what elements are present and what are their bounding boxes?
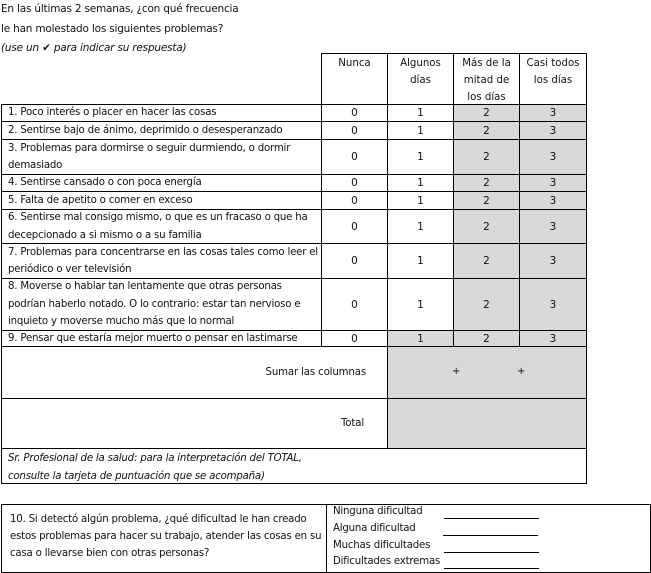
item-text: 6. Sentirse mal consigo mismo, o que es un fracaso o que ha decepcionado a si mismo o a su familia: [8, 212, 308, 241]
score-cell-several-days[interactable]: [387, 243, 454, 279]
note-line-2: consulte la tarjeta de puntuación que se acompaña): [8, 470, 265, 482]
score-cell-more-than-half[interactable]: [453, 278, 520, 331]
score-cell-more-than-half[interactable]: [453, 330, 520, 347]
score-cell-nearly-every-day[interactable]: [519, 330, 587, 347]
header-text: Algunos: [400, 58, 441, 69]
score-cell-nearly-every-day[interactable]: [519, 174, 587, 192]
header-text: Nunca: [338, 58, 371, 69]
score-cell-more-than-half[interactable]: [453, 191, 520, 210]
score-cell-never[interactable]: [321, 243, 388, 279]
item-row-1-text: [1, 104, 322, 122]
score-cell-never[interactable]: [321, 278, 388, 331]
item-text: 8. Moverse o hablar tan lentamente que otras personas podrían haberlo notado. O lo contrario: estar tan nervioso e inquieto y moverse mucho más que lo normal: [8, 281, 301, 328]
item-text: 7. Problemas para concentrarse en las cosas tales como leer el periódico o ver televisión: [8, 246, 318, 275]
score-cell-never[interactable]: [321, 209, 388, 244]
score-value: 1: [417, 298, 424, 311]
item-row-6-text: [1, 209, 322, 244]
score-cell-several-days[interactable]: [387, 191, 454, 210]
note-line-1: Sr. Profesional de la salud: para la interpretación del TOTAL,: [8, 453, 302, 464]
total-field[interactable]: [387, 398, 587, 449]
item-row-4-text: [1, 174, 322, 192]
item-row-7-text: [1, 243, 322, 279]
score-cell-never[interactable]: [321, 139, 388, 175]
score-value: 3: [549, 194, 557, 207]
score-cell-never[interactable]: [321, 104, 388, 122]
score-value: 3: [549, 298, 557, 311]
item-text: 9. Pensar que estaría mejor muerto o pensar en lastimarse: [8, 332, 298, 344]
score-cell-more-than-half[interactable]: [453, 209, 520, 244]
score-cell-never[interactable]: [321, 330, 388, 347]
score-cell-several-days[interactable]: [387, 174, 454, 192]
score-value: 2: [483, 194, 490, 207]
sum-columns-label-cell: [1, 346, 388, 399]
professional-note: [1, 448, 587, 484]
score-cell-several-days[interactable]: [387, 278, 454, 331]
score-value: 0: [351, 151, 358, 163]
score-value: 0: [351, 107, 358, 119]
score-value: 2: [483, 220, 490, 233]
checkmark-icon: ✔: [42, 42, 51, 54]
column-header-casi-todos: [519, 53, 587, 105]
score-cell-more-than-half[interactable]: [453, 104, 520, 122]
score-value: 0: [351, 298, 358, 311]
score-cell-never[interactable]: [321, 121, 388, 140]
score-value: 2: [483, 107, 490, 119]
answer-line-muchas[interactable]: [444, 539, 539, 553]
plus-sign: +: [517, 366, 526, 377]
score-cell-more-than-half[interactable]: [453, 243, 520, 279]
item-row-3-text: [1, 139, 322, 175]
score-value: 1: [417, 151, 424, 163]
score-value: 1: [417, 107, 424, 119]
instructions-line-2: le han molestado los siguientes problemas?: [1, 22, 224, 35]
header-text: días: [410, 75, 431, 86]
item-text: 2. Sentirse bajo de ánimo, deprimido o desesperanzado: [8, 124, 283, 136]
answer-line-alguna[interactable]: [443, 522, 538, 536]
score-value: 2: [483, 124, 490, 137]
instructions-line-3-pre: (use un: [1, 42, 43, 54]
score-cell-nearly-every-day[interactable]: [519, 121, 587, 140]
plus-sign: +: [452, 366, 461, 377]
item-text: 4. Sentirse cansado o con poca energía: [8, 177, 202, 189]
score-cell-more-than-half[interactable]: [453, 174, 520, 192]
column-header-algunos-dias: [387, 53, 454, 105]
score-value: 3: [549, 332, 557, 345]
score-cell-never[interactable]: [321, 174, 388, 192]
header-text: Más de la: [462, 58, 511, 69]
score-value: 2: [483, 332, 490, 345]
option-alguna-dificultad: Alguna dificultad: [333, 523, 416, 534]
header-text: mitad de: [463, 75, 510, 86]
header-text: Casi todos: [526, 58, 580, 69]
option-dificultades-extremas: Dificultades extremas: [333, 556, 441, 567]
score-value: 1: [417, 194, 424, 207]
score-value: 1: [417, 124, 424, 137]
item-text: 1. Poco interés o placer en hacer las cosas: [8, 107, 217, 119]
score-cell-several-days[interactable]: [387, 121, 454, 140]
total-label: Total: [340, 418, 364, 429]
score-value: 3: [549, 107, 557, 119]
item-text: 5. Falta de apetito o comer en exceso: [8, 194, 193, 206]
answer-line-ninguna[interactable]: [444, 505, 539, 519]
instructions-line-3-post: para indicar su respuesta): [50, 42, 187, 54]
instructions-line-3: [1, 39, 239, 59]
option-muchas-dificultades: Muchas dificultades: [333, 540, 431, 551]
score-value: 0: [351, 255, 358, 267]
score-value: 3: [549, 124, 557, 137]
score-value: 3: [549, 220, 557, 233]
item-row-8-text: [1, 278, 322, 331]
score-cell-more-than-half[interactable]: [453, 121, 520, 140]
item-text: 3. Problemas para dormirse o seguir durmiendo, o dormir demasiado: [8, 142, 291, 171]
score-value: 3: [549, 255, 557, 267]
score-value: 1: [417, 177, 424, 189]
instructions: [1, 0, 239, 59]
sum-columns-field[interactable]: [387, 346, 587, 399]
score-value: 2: [483, 177, 490, 189]
question-10-text: 10. Si detectó algún problema, ¿qué dificultad le han creado estos problemas para hacer su trabajo, atender las cosas en su casa o llevarse bien con otras personas?: [10, 514, 322, 559]
score-cell-several-days[interactable]: [387, 330, 454, 347]
score-value: 2: [483, 298, 490, 311]
sum-columns-label: Sumar las columnas: [265, 367, 366, 378]
score-value: 1: [417, 332, 424, 345]
item-row-2-text: [1, 121, 322, 140]
score-value: 3: [549, 151, 557, 163]
score-cell-nearly-every-day[interactable]: [519, 104, 587, 122]
option-ninguna-dificultad: Ninguna dificultad: [333, 506, 423, 517]
score-value: 0: [351, 124, 358, 137]
score-value: 1: [417, 255, 424, 267]
score-cell-more-than-half[interactable]: [453, 139, 520, 175]
score-value: 0: [351, 220, 358, 233]
score-cell-nearly-every-day[interactable]: [519, 278, 587, 331]
score-cell-several-days[interactable]: [387, 139, 454, 175]
answer-line-extremas[interactable]: [444, 555, 539, 569]
score-cell-never[interactable]: [321, 191, 388, 210]
score-value: 1: [417, 220, 424, 233]
score-cell-several-days[interactable]: [387, 104, 454, 122]
header-text: los días: [467, 92, 506, 103]
column-header-nunca: [321, 53, 388, 105]
score-value: 2: [483, 255, 490, 267]
score-cell-nearly-every-day[interactable]: [519, 209, 587, 244]
score-value: 0: [351, 194, 358, 207]
instructions-line-1: En las últimas 2 semanas, ¿con qué frecuencia: [1, 3, 239, 15]
item-row-5-text: [1, 191, 322, 210]
score-value: 0: [351, 332, 358, 345]
score-cell-several-days[interactable]: [387, 209, 454, 244]
total-label-cell: [1, 398, 388, 449]
question-10-text-cell: [1, 504, 327, 573]
score-value: 2: [483, 151, 490, 163]
score-cell-nearly-every-day[interactable]: [519, 139, 587, 175]
header-text: los días: [533, 75, 573, 86]
score-value: 0: [351, 177, 358, 189]
item-row-9-text: [1, 330, 322, 347]
score-cell-nearly-every-day[interactable]: [519, 243, 587, 279]
score-value: 3: [549, 177, 557, 189]
score-cell-nearly-every-day[interactable]: [519, 191, 587, 210]
column-header-mas-de-la-mitad: [453, 53, 520, 105]
